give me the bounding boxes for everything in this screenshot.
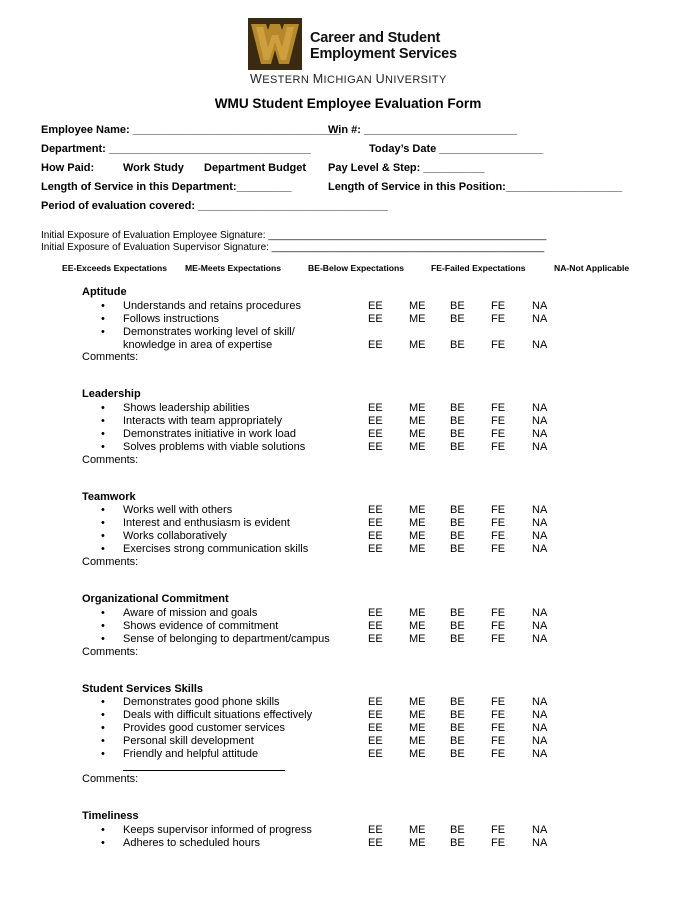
legend-na: NA-Not Applicable	[554, 263, 630, 273]
rating-na[interactable]: NA	[532, 428, 548, 440]
section-title: Timeliness	[82, 810, 139, 822]
rating-fe[interactable]: FE	[491, 530, 506, 542]
rating-fe[interactable]: FE	[491, 415, 506, 427]
bullet-icon: •	[101, 696, 105, 708]
department-budget-option[interactable]: Department Budget	[204, 162, 307, 174]
bullet-icon: •	[101, 517, 105, 529]
criterion-label: Provides good customer services	[123, 722, 286, 734]
win-field[interactable]: Win #: _________________________	[328, 124, 517, 136]
rating-na[interactable]: NA	[532, 441, 548, 453]
rating-be[interactable]: BE	[450, 300, 465, 312]
bullet-icon: •	[101, 722, 105, 734]
bullet-icon: •	[101, 735, 105, 747]
rating-na[interactable]: NA	[532, 837, 548, 849]
rating-me[interactable]: ME	[409, 620, 426, 632]
bullet-icon: •	[101, 607, 105, 619]
rating-ee[interactable]: EE	[368, 696, 383, 708]
rating-ee[interactable]: EE	[368, 313, 383, 325]
criterion-label: Interacts with team appropriately	[123, 415, 282, 427]
rating-ee[interactable]: EE	[368, 633, 383, 645]
criterion-label: Adheres to scheduled hours	[123, 837, 260, 849]
legend-fe: FE-Failed Expectations	[431, 263, 526, 273]
rating-fe[interactable]: FE	[491, 543, 506, 555]
rating-ee[interactable]: EE	[368, 530, 383, 542]
rating-ee[interactable]: EE	[368, 620, 383, 632]
employee-signature-field[interactable]: Initial Exposure of Evaluation Employee Signature: __________________________________________________	[41, 230, 547, 241]
rating-fe[interactable]: FE	[491, 837, 506, 849]
rating-me[interactable]: ME	[409, 517, 426, 529]
rating-na[interactable]: NA	[532, 402, 548, 414]
rating-fe[interactable]: FE	[491, 748, 506, 760]
rating-be[interactable]: BE	[450, 633, 465, 645]
legend-me: ME-Meets Expectations	[185, 263, 281, 273]
rating-na[interactable]: NA	[532, 722, 548, 734]
rating-ee[interactable]: EE	[368, 607, 383, 619]
rating-na[interactable]: NA	[532, 824, 548, 836]
criterion-label: Exercises strong communication skills	[123, 543, 309, 555]
rating-fe[interactable]: FE	[491, 607, 506, 619]
rating-fe[interactable]: FE	[491, 824, 506, 836]
rating-fe[interactable]: FE	[491, 620, 506, 632]
bullet-icon: •	[101, 441, 105, 453]
rating-na[interactable]: NA	[532, 339, 548, 351]
rating-me[interactable]: ME	[409, 748, 426, 760]
rating-na[interactable]: NA	[532, 313, 548, 325]
bullet-icon: •	[101, 709, 105, 721]
criterion-label: Shows evidence of commitment	[123, 620, 279, 632]
rating-ee[interactable]: EE	[368, 402, 383, 414]
bullet-icon: •	[101, 530, 105, 542]
criterion-label: Works well with others	[123, 504, 233, 516]
bullet-icon: •	[101, 824, 105, 836]
rating-me[interactable]: ME	[409, 313, 426, 325]
rating-fe[interactable]: FE	[491, 517, 506, 529]
rating-be[interactable]: BE	[450, 824, 465, 836]
rating-na[interactable]: NA	[532, 530, 548, 542]
legend-ee: EE-Exceeds Expectations	[62, 263, 168, 273]
rating-be[interactable]: BE	[450, 696, 465, 708]
department-field[interactable]: Department: _________________________________	[41, 143, 311, 155]
rating-na[interactable]: NA	[532, 748, 548, 760]
rating-be[interactable]: BE	[450, 313, 465, 325]
criterion-label: Aware of mission and goals	[123, 607, 258, 619]
rating-be[interactable]: BE	[450, 620, 465, 632]
criterion-label: Shows leadership abilities	[123, 402, 250, 414]
employee-name-field[interactable]: Employee Name: __________________________________	[41, 124, 341, 136]
rating-me[interactable]: ME	[409, 504, 426, 516]
criterion-label: Follows instructions	[123, 313, 219, 325]
rating-ee[interactable]: EE	[368, 837, 383, 849]
criterion-label: Demonstrates working level of skill/	[123, 326, 295, 338]
rating-fe[interactable]: FE	[491, 735, 506, 747]
rating-be[interactable]: BE	[450, 543, 465, 555]
rating-ee[interactable]: EE	[368, 709, 383, 721]
rating-ee[interactable]: EE	[368, 339, 383, 351]
criterion-label: Sense of belonging to department/campus	[123, 633, 330, 645]
criterion-label: knowledge in area of expertise	[123, 339, 273, 351]
bullet-icon: •	[101, 415, 105, 427]
rating-be[interactable]: BE	[450, 415, 465, 427]
bullet-icon: •	[101, 402, 105, 414]
bullet-icon: •	[101, 504, 105, 516]
rating-ee[interactable]: EE	[368, 543, 383, 555]
rating-ee[interactable]: EE	[368, 300, 383, 312]
rating-be[interactable]: BE	[450, 504, 465, 516]
criterion-label: Solves problems with viable solutions	[123, 441, 306, 453]
rating-me[interactable]: ME	[409, 824, 426, 836]
bullet-icon: •	[101, 633, 105, 645]
wmu-logo	[248, 18, 457, 86]
rating-ee[interactable]: EE	[368, 441, 383, 453]
rating-me[interactable]: ME	[409, 300, 426, 312]
rating-ee[interactable]: EE	[368, 428, 383, 440]
rating-me[interactable]: ME	[409, 607, 426, 619]
rating-me[interactable]: ME	[409, 415, 426, 427]
section-title: Organizational Commitment	[82, 593, 229, 605]
rating-fe[interactable]: FE	[491, 300, 506, 312]
wmu-w-logo-icon	[248, 18, 302, 70]
rating-fe[interactable]: FE	[491, 722, 506, 734]
rating-me[interactable]: ME	[409, 633, 426, 645]
comments-label: Comments:	[82, 556, 139, 568]
bullet-icon: •	[101, 300, 105, 312]
criterion-label: Keeps supervisor informed of progress	[123, 824, 312, 836]
todays-date-field[interactable]: Today’s Date _________________	[369, 143, 544, 155]
form-title: WMU Student Employee Evaluation Form	[214, 96, 482, 111]
rating-na[interactable]: NA	[532, 709, 548, 721]
rating-be[interactable]: BE	[450, 428, 465, 440]
rating-be[interactable]: BE	[450, 339, 465, 351]
criterion-label: Understands and retains procedures	[123, 300, 301, 312]
rating-na[interactable]: NA	[532, 300, 548, 312]
rating-me[interactable]: ME	[409, 530, 426, 542]
rating-ee[interactable]: EE	[368, 517, 383, 529]
rating-me[interactable]: ME	[409, 837, 426, 849]
criterion-label: Demonstrates good phone skills	[123, 696, 280, 708]
evaluation-period-field[interactable]: Period of evaluation covered: _______________________________	[41, 200, 388, 212]
rating-me[interactable]: ME	[409, 722, 426, 734]
rating-fe[interactable]: FE	[491, 402, 506, 414]
rating-me[interactable]: ME	[409, 402, 426, 414]
rating-me[interactable]: ME	[409, 735, 426, 747]
comments-label: Comments:	[82, 351, 139, 363]
criterion-label: Personal skill development	[123, 735, 254, 747]
pay-level-field[interactable]: Pay Level & Step: __________	[328, 162, 485, 174]
supervisor-signature-field[interactable]: Initial Exposure of Evaluation Supervisor Signature: _________________________________________________	[41, 242, 545, 253]
length-service-department-field[interactable]: Length of Service in this Department:_________	[41, 181, 292, 193]
rating-na[interactable]: NA	[532, 517, 548, 529]
criterion-label: Interest and enthusiasm is evident	[123, 517, 290, 529]
rating-fe[interactable]: FE	[491, 441, 506, 453]
rating-ee[interactable]: EE	[368, 735, 383, 747]
bullet-icon: •	[101, 326, 105, 338]
rating-ee[interactable]: EE	[368, 748, 383, 760]
criterion-label: Friendly and helpful attitude	[123, 748, 259, 760]
rating-me[interactable]: ME	[409, 543, 426, 555]
section-title: Student Services Skills	[82, 683, 204, 695]
rating-fe[interactable]: FE	[491, 633, 506, 645]
bullet-icon: •	[101, 620, 105, 632]
rating-na[interactable]: NA	[532, 415, 548, 427]
rating-be[interactable]: BE	[450, 837, 465, 849]
rating-fe[interactable]: FE	[491, 428, 506, 440]
rating-be[interactable]: BE	[450, 607, 465, 619]
bullet-icon: •	[101, 748, 105, 760]
rating-me[interactable]: ME	[409, 339, 426, 351]
section-title: Aptitude	[82, 286, 127, 298]
bullet-icon: •	[101, 837, 105, 849]
blank-line[interactable]	[123, 770, 285, 771]
criterion-label: Demonstrates initiative in work load	[123, 428, 297, 440]
rating-fe[interactable]: FE	[491, 339, 506, 351]
rating-ee[interactable]: EE	[368, 722, 383, 734]
criterion-label: Works collaboratively	[123, 530, 227, 542]
bullet-icon: •	[101, 428, 105, 440]
logo-line-2: Employment Services	[310, 46, 457, 62]
criterion-label: Deals with difficult situations effectively	[123, 709, 313, 721]
rating-na[interactable]: NA	[532, 735, 548, 747]
how-paid-label: How Paid:	[41, 162, 95, 174]
rating-na[interactable]: NA	[532, 620, 548, 632]
work-study-option[interactable]: Work Study	[123, 162, 184, 174]
rating-me[interactable]: ME	[409, 428, 426, 440]
rating-na[interactable]: NA	[532, 504, 548, 516]
university-name: WESTERN MICHIGAN UNIVERSITY	[250, 72, 447, 86]
logo-line-1: Career and Student	[310, 30, 441, 46]
rating-me[interactable]: ME	[409, 696, 426, 708]
rating-be[interactable]: BE	[450, 517, 465, 529]
rating-na[interactable]: NA	[532, 633, 548, 645]
bullet-icon: •	[101, 313, 105, 325]
rating-fe[interactable]: FE	[491, 313, 506, 325]
rating-fe[interactable]: FE	[491, 696, 506, 708]
rating-ee[interactable]: EE	[368, 415, 383, 427]
length-service-position-field[interactable]: Length of Service in this Position:___________________	[328, 181, 623, 193]
rating-me[interactable]: ME	[409, 709, 426, 721]
rating-ee[interactable]: EE	[368, 824, 383, 836]
comments-label: Comments:	[82, 773, 139, 785]
bullet-icon: •	[101, 543, 105, 555]
section-title: Teamwork	[82, 491, 136, 503]
rating-na[interactable]: NA	[532, 696, 548, 708]
section-title: Leadership	[82, 388, 141, 400]
rating-na[interactable]: NA	[532, 607, 548, 619]
rating-be[interactable]: BE	[450, 709, 465, 721]
rating-be[interactable]: BE	[450, 735, 465, 747]
rating-be[interactable]: BE	[450, 748, 465, 760]
rating-fe[interactable]: FE	[491, 709, 506, 721]
rating-be[interactable]: BE	[450, 402, 465, 414]
rating-be[interactable]: BE	[450, 530, 465, 542]
comments-label: Comments:	[82, 454, 139, 466]
comments-label: Comments:	[82, 646, 139, 658]
legend-be: BE-Below Expectations	[308, 263, 404, 273]
rating-na[interactable]: NA	[532, 543, 548, 555]
rating-be[interactable]: BE	[450, 722, 465, 734]
rating-ee[interactable]: EE	[368, 504, 383, 516]
rating-be[interactable]: BE	[450, 441, 465, 453]
rating-me[interactable]: ME	[409, 441, 426, 453]
rating-fe[interactable]: FE	[491, 504, 506, 516]
